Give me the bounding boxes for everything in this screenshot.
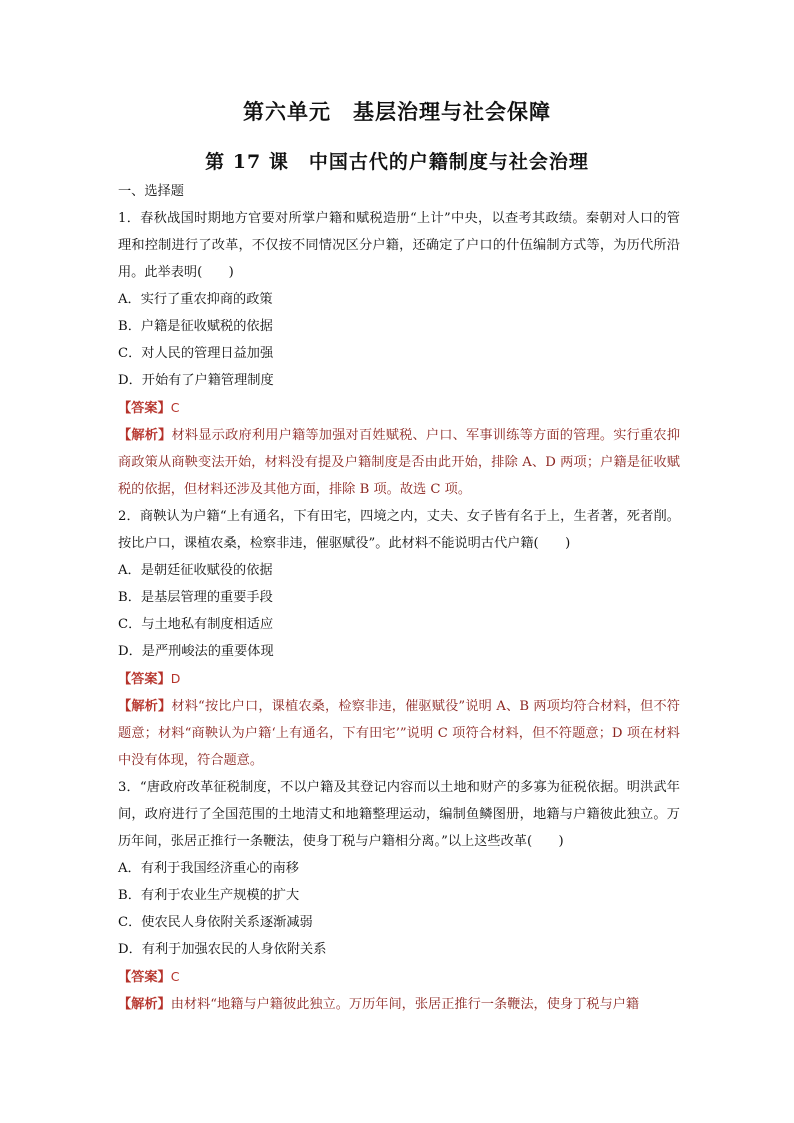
- option-c: C．对人民的管理日益加强: [118, 346, 274, 361]
- option-c: C．与土地私有制度相适应: [118, 617, 274, 632]
- question-stem: 1．春秋战国时期地方官要对所掌户籍和赋税造册“上计”中央，以查考其政绩。秦朝对人口的管理和控制进行了改革，不仅按不同情况区分户籍，还确定了户口的什伍编制方式等，为历代所沿用。此举表明( ): [118, 211, 680, 280]
- analysis-line: [118, 422, 680, 503]
- answer-tag: 【答案】: [118, 970, 171, 985]
- answer-tag: 【答案】: [118, 401, 171, 416]
- answer-line: [118, 665, 680, 693]
- option-b: B．是基层管理的重要手段: [118, 590, 273, 605]
- analysis-tag: 【解析】: [118, 699, 172, 714]
- analysis-text: 材料“按比户口，课植农桑，检察非违，催驱赋役”说明 A、B 两项均符合材料，但不符题意；材料“商鞅认为户籍‘上有通名，下有田宅’”说明 C 项符合材料，但不符题意；D 项在材料中没有体现，符合题意。: [118, 699, 680, 768]
- analysis-tag: 【解析】: [118, 997, 171, 1012]
- analysis-text: 材料显示政府利用户籍等加强对百姓赋税、户口、军事训练等方面的管理。实行重农抑商政策从商鞅变法开始，材料没有提及户籍制度是否由此开始，排除 A、D 两项；户籍是征收赋税的依据，但材料还涉及其他方面，排除 B 项。故选 C 项。: [118, 428, 681, 497]
- answer-value: C: [170, 969, 180, 984]
- lesson-title: 第 17 课 中国古代的户籍制度与社会治理: [205, 151, 589, 173]
- option-d: D．有利于加强农民的人身依附关系: [118, 942, 327, 957]
- analysis-tag: 【解析】: [118, 428, 172, 443]
- question-list: [118, 178, 680, 1018]
- option-a: A．有利于我国经济重心的南移: [118, 861, 299, 876]
- question-stem: 2．商鞅认为户籍“上有通名，下有田宅，四境之内，丈夫、女子皆有名于上，生者著，死者削。按比户口，课植农桑，检察非违，催驱赋役”。此材料不能说明古代户籍( ): [118, 509, 680, 551]
- option-c: C．使农民人身依附关系逐渐减弱: [118, 915, 313, 930]
- option-b: B．户籍是征收赋税的依据: [118, 319, 273, 334]
- answer-line: [118, 963, 680, 991]
- answer-line: [118, 394, 680, 422]
- option-a: A．是朝廷征收赋役的依据: [118, 563, 273, 578]
- option-d: D．是严刑峻法的重要体现: [118, 644, 274, 659]
- answer-tag: 【答案】: [118, 672, 171, 687]
- analysis-line: [118, 991, 680, 1018]
- question-stem: 3．“唐政府改革征税制度，不以户籍及其登记内容而以土地和财产的多寡为征税依据。明洪武年间，政府进行了全国范围的土地清丈和地籍整理运动，编制鱼鳞图册，地籍与户籍彼此独立。万历年间，张居正推行一条鞭法，使身丁税与户籍相分离。”以上这些改革( ): [118, 780, 680, 849]
- section-heading: 一、选择题: [118, 184, 184, 199]
- analysis-line: [118, 693, 680, 774]
- option-d: D．开始有了户籍管理制度: [118, 373, 274, 388]
- answer-value: D: [170, 671, 181, 686]
- option-b: B．有利于农业生产规模的扩大: [118, 888, 300, 903]
- analysis-text: 由材料“地籍与户籍彼此独立。万历年间，张居正推行一条鞭法，使身丁税与户籍: [170, 997, 640, 1012]
- option-a: A．实行了重农抑商的政策: [118, 292, 273, 307]
- answer-value: C: [170, 400, 180, 415]
- unit-title: 第六单元 基层治理与社会保障: [243, 99, 551, 124]
